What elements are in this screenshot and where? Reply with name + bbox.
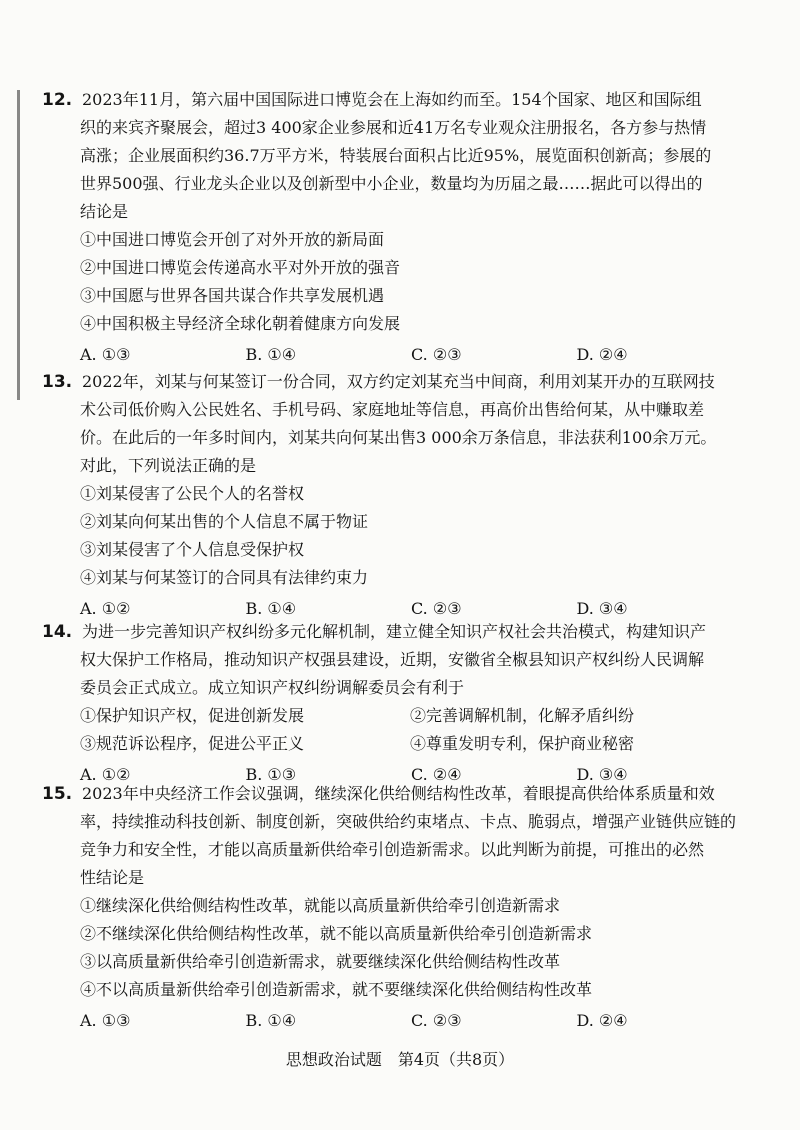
choice-b: B. ①③	[245, 765, 297, 784]
choice-c: C. ②③	[411, 345, 462, 364]
question-stem	[42, 86, 742, 226]
choice-d: D. ②④	[576, 1011, 628, 1030]
statement: ①继续深化供给侧结构性改革，就能以高质量新供给牵引创造新需求	[80, 896, 561, 915]
binding-margin-line	[17, 90, 20, 400]
question-number: 15.	[42, 784, 73, 804]
choice-b: B. ①④	[245, 1011, 297, 1030]
stem-line: 2023年11月，第六届中国国际进口博览会在上海如约而至。154个国家、地区和国际组	[82, 90, 702, 109]
stem-line: 高涨；企业展面积约36.7万平方米，特装展台面积占比近95%，展览面积创新高；参展的	[80, 146, 712, 165]
choice-d: D. ②④	[576, 345, 628, 364]
statement: ①保护知识产权，促进创新发展	[80, 706, 305, 725]
statement-row	[42, 730, 742, 758]
question-number: 12.	[42, 90, 73, 110]
answer-choices	[42, 340, 742, 370]
question-stem	[42, 618, 742, 702]
stem-line: 竞争力和安全性，才能以高质量新供给牵引创造新需求。以此判断为前提，可推出的必然	[80, 840, 705, 859]
statement-row	[42, 702, 742, 730]
statement: ③中国愿与世界各国共谋合作共享发展机遇	[80, 286, 385, 305]
question-number: 14.	[42, 622, 73, 642]
statement: ③规范诉讼程序，促进公平正义	[80, 734, 305, 753]
choice-a: A. ①③	[80, 1011, 131, 1030]
statement: ③以高质量新供给牵引创造新需求，就要继续深化供给侧结构性改革	[80, 952, 561, 971]
statement: ②完善调解机制，化解矛盾纠纷	[410, 706, 635, 725]
stem-line: 性结论是	[80, 868, 145, 887]
choice-b: B. ①④	[245, 599, 297, 618]
choice-c: C. ②③	[411, 1011, 462, 1030]
page-footer: 思想政治试题 第4页（共8页）	[285, 1050, 515, 1069]
choice-d: D. ③④	[576, 765, 628, 784]
statement: ①刘某侵害了公民个人的名誉权	[80, 484, 305, 503]
question-15	[42, 780, 742, 1036]
statement: ①中国进口博览会开创了对外开放的新局面	[80, 230, 385, 249]
question-stem	[42, 780, 742, 892]
choice-c: C. ②④	[411, 765, 462, 784]
question-stem	[42, 368, 742, 480]
choice-a: A. ①②	[80, 599, 131, 618]
stem-line: 世界500强、行业龙头企业以及创新型中小企业，数量均为历届之最……据此可以得出的	[80, 174, 703, 193]
stem-line: 率，持续推动科技创新、制度创新，突破供给约束堵点、卡点、脆弱点，增强产业链供应链的	[80, 812, 737, 831]
question-number: 13.	[42, 372, 73, 392]
choice-d: D. ③④	[576, 599, 628, 618]
stem-line: 结论是	[80, 202, 129, 221]
question-13	[42, 368, 742, 624]
stem-line: 2022年，刘某与何某签订一份合同，双方约定刘某充当中间商，利用刘某开办的互联网技	[82, 372, 715, 391]
question-14	[42, 618, 742, 790]
statement: ②中国进口博览会传递高水平对外开放的强音	[80, 258, 401, 277]
statement: ③刘某侵害了个人信息受保护权	[80, 540, 305, 559]
choice-a: A. ①②	[80, 765, 131, 784]
stem-line: 2023年中央经济工作会议强调，继续深化供给侧结构性改革，着眼提高供给体系质量和效	[82, 784, 715, 803]
stem-line: 权大保护工作格局，推动知识产权强县建设，近期，安徽省全椒县知识产权纠纷人民调解	[80, 650, 705, 669]
statement: ②刘某向何某出售的个人信息不属于物证	[80, 512, 369, 531]
stem-line: 对此，下列说法正确的是	[80, 456, 257, 475]
choice-c: C. ②③	[411, 599, 462, 618]
question-12	[42, 86, 742, 370]
statement: ④中国积极主导经济全球化朝着健康方向发展	[80, 314, 401, 333]
statement: ④不以高质量新供给牵引创造新需求，就不要继续深化供给侧结构性改革	[80, 980, 593, 999]
answer-choices	[42, 1006, 742, 1036]
choice-a: A. ①③	[80, 345, 131, 364]
statement: ④刘某与何某签订的合同具有法律约束力	[80, 568, 369, 587]
statement: ④尊重发明专利，保护商业秘密	[410, 734, 635, 753]
statement: ②不继续深化供给侧结构性改革，就不能以高质量新供给牵引创造新需求	[80, 924, 593, 943]
stem-line: 术公司低价购入公民姓名、手机号码、家庭地址等信息，再高价出售给何某，从中赚取差	[80, 400, 705, 419]
choice-b: B. ①④	[245, 345, 297, 364]
stem-line: 织的来宾齐聚展会，超过3 400家企业参展和近41万名专业观众注册报名，各方参与热情	[80, 118, 707, 137]
stem-line: 为进一步完善知识产权纠纷多元化解机制，建立健全知识产权社会共治模式，构建知识产	[82, 622, 707, 641]
stem-line: 委员会正式成立。成立知识产权纠纷调解委员会有利于	[80, 678, 465, 697]
stem-line: 价。在此后的一年多时间内，刘某共向何某出售3 000余万条信息，非法获利100余万元。	[80, 428, 717, 447]
